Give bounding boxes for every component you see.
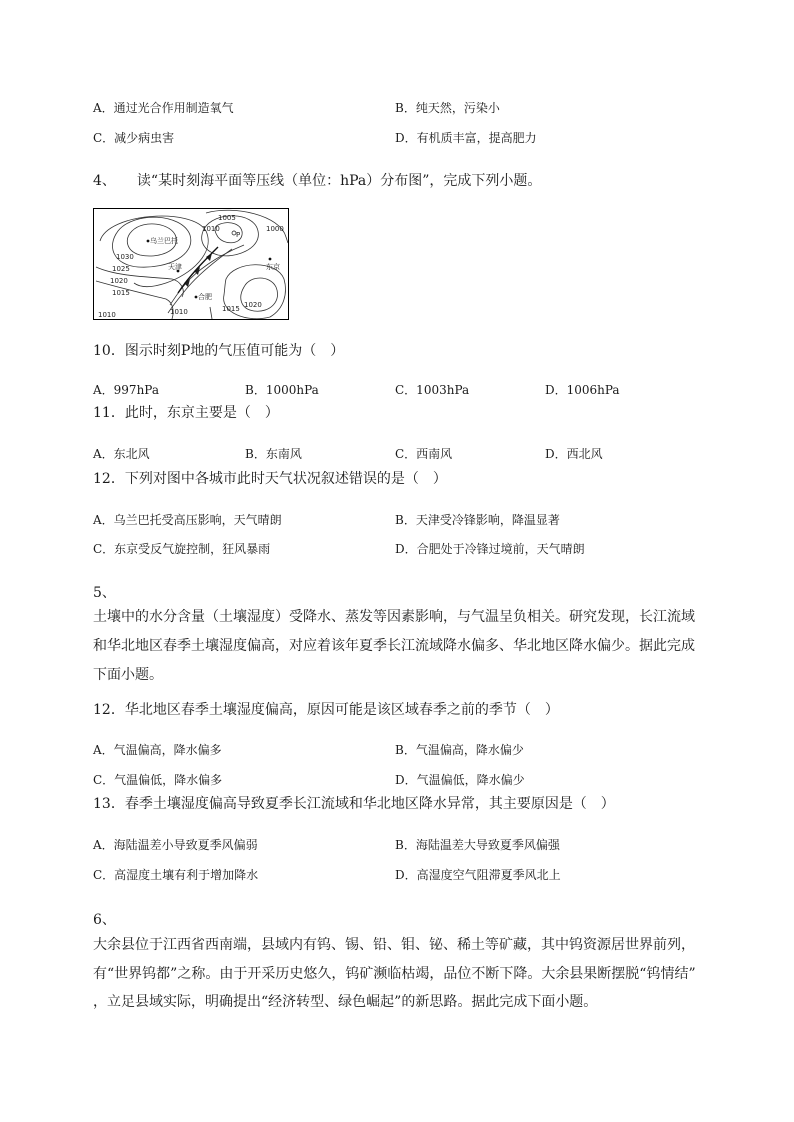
- section5-passage-line: 下面小题。: [93, 667, 163, 683]
- city-ulaanbaatar-dot: [147, 240, 150, 243]
- city-hefei-dot: [195, 296, 198, 299]
- section6-number: 6、: [93, 912, 116, 928]
- q13-stem: 13．春季土壤湿度偏高导致夏季长江流域和华北地区降水异常，其主要原因是（ ）: [93, 796, 615, 812]
- s5-q12-stem: 12．华北地区春季土壤湿度偏高，原因可能是该区域春季之前的季节（ ）: [93, 702, 559, 718]
- q11-option-d: D．西北风: [545, 447, 603, 461]
- isobar-label: 1010: [170, 308, 188, 316]
- section6-passage-line: 有“世界钨都”之称。由于开采历史悠久，钨矿濒临枯竭，品位不断下降。大余县果断摆脱“钨情结”: [93, 966, 696, 982]
- section5-number: 5、: [93, 585, 116, 601]
- s5-q12-option-c: C．气温偏低，降水偏多: [93, 773, 223, 787]
- q10-stem: 10．图示时刻P地的气压值可能为（ ）: [93, 343, 345, 359]
- section4-intro: 4、 读“某时刻海平面等压线（单位：hPa）分布图”，完成下列小题。: [93, 173, 542, 189]
- s5-q12-option-a: A．气温偏高，降水偏多: [93, 743, 222, 757]
- q3-option-c: C．减少病虫害: [93, 131, 175, 145]
- q3-option-a: A．通过光合作用制造氧气: [93, 101, 234, 115]
- isobar-label: 1025: [112, 265, 130, 273]
- isobar-label: 1005: [218, 214, 236, 222]
- s5-q12-option-d: D．气温偏低，降水偏少: [395, 773, 525, 787]
- isobar-label: 1015: [112, 289, 130, 297]
- q13-option-c: C．高湿度土壤有利于增加降水: [93, 868, 259, 882]
- point-p-label: P: [236, 231, 241, 239]
- section6-passage-line: ，立足县域实际，明确提出“经济转型、绿色崛起”的新思路。据此完成下面小题。: [93, 994, 598, 1010]
- city-tokyo-label: 东京: [266, 263, 280, 271]
- s5-q12-option-b: B．气温偏高，降水偏少: [395, 743, 524, 757]
- section5-passage-line: 和华北地区春季土壤湿度偏高，对应着该年夏季长江流域降水偏多、华北地区降水偏少。据此完成: [93, 638, 695, 654]
- q13-option-b: B．海陆温差大导致夏季风偏强: [395, 838, 560, 852]
- isobar-label: 1000: [266, 225, 284, 233]
- isobar-map: [93, 208, 289, 320]
- section5-passage-line: 土壤中的水分含量（土壤湿度）受降水、蒸发等因素影响，与气温呈负相关。研究发现，长江流域: [93, 609, 695, 625]
- q11-option-b: B．东南风: [245, 447, 302, 461]
- q12-option-d: D．合肥处于冷锋过境前，天气晴朗: [395, 542, 585, 556]
- q10-option-a: A．997hPa: [93, 383, 159, 397]
- isobar-map-svg: [94, 209, 288, 319]
- city-ulaanbaatar-label: 乌兰巴托: [150, 237, 178, 245]
- isobar-label: 1030: [116, 253, 134, 261]
- q11-stem: 11．此时，东京主要是（ ）: [93, 405, 279, 421]
- isobar-label: 1020: [244, 301, 262, 309]
- section6-passage-line: 大余县位于江西省西南端，县域内有钨、锡、铅、钼、铋、稀土等矿藏，其中钨资源居世界前列，: [93, 937, 695, 953]
- q3-option-b: B．纯天然，污染小: [395, 101, 500, 115]
- q11-option-a: A．东北风: [93, 447, 150, 461]
- q11-option-c: C．西南风: [395, 447, 453, 461]
- q12-option-b: B．天津受冷锋影响，降温显著: [395, 513, 560, 527]
- isobar-line: [210, 307, 212, 319]
- q12-stem: 12．下列对图中各城市此时天气状况叙述错误的是（ ）: [93, 471, 447, 487]
- q10-option-d: D．1006hPa: [545, 383, 620, 397]
- isobar-label: 1010: [98, 311, 116, 319]
- isobar-line: [168, 249, 232, 313]
- q12-option-a: A．乌兰巴托受高压影响，天气晴朗: [93, 513, 282, 527]
- q10-option-b: B．1000hPa: [245, 383, 319, 397]
- q3-option-d: D．有机质丰富，提高肥力: [395, 131, 537, 145]
- city-tianjin-label: 天津: [168, 263, 182, 271]
- city-tokyo-dot: [269, 258, 272, 261]
- q13-option-a: A．海陆温差小导致夏季风偏弱: [93, 838, 258, 852]
- isobar-label: 1010: [202, 225, 220, 233]
- isobar-label: 1020: [110, 277, 128, 285]
- isobar-label: 1015: [222, 305, 240, 313]
- city-hefei-label: 合肥: [198, 293, 212, 301]
- q12-option-c: C．东京受反气旋控制，狂风暴雨: [93, 542, 271, 556]
- q10-option-c: C．1003hPa: [395, 383, 470, 397]
- q13-option-d: D．高湿度空气阻滞夏季风北上: [395, 868, 561, 882]
